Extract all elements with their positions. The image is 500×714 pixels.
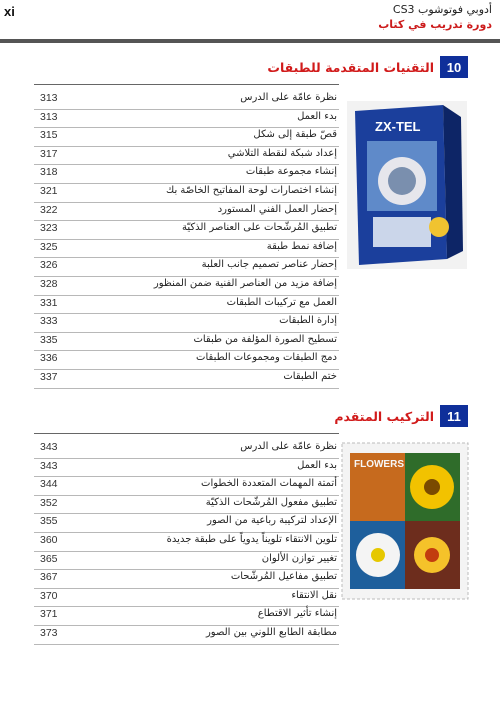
toc-page-number: 317 <box>40 147 58 160</box>
toc-entry <box>34 440 339 459</box>
toc-entry-title: إنشاء اختصارات لوحة المفاتيح الخاصّة بك <box>166 184 337 196</box>
toc-entry <box>34 459 339 478</box>
toc-divider <box>34 84 339 85</box>
chapter-number-badge: 11 <box>440 405 468 427</box>
toc-page-number: 335 <box>40 333 58 346</box>
toc-entry-title: إدارة الطبقات <box>279 315 337 327</box>
toc-page-number: 315 <box>40 129 58 142</box>
toc-page-number: 343 <box>40 441 58 453</box>
toc-page-number: 323 <box>40 222 58 235</box>
toc-page-number: 325 <box>40 240 58 253</box>
toc-page-number: 370 <box>40 589 58 602</box>
toc-page-number: 333 <box>40 315 58 328</box>
toc-entry <box>34 370 339 389</box>
toc-entry <box>34 296 339 315</box>
toc-page-number: 336 <box>40 352 58 365</box>
toc-entry-title: أتمتة المهمات المتعددة الخطوات <box>201 478 337 490</box>
toc-page-number: 343 <box>40 459 58 472</box>
toc-entry <box>34 333 339 352</box>
toc-entry <box>34 477 339 496</box>
toc-entry <box>34 514 339 533</box>
toc-entry-title: إحضار عناصر تصميم جانب العلبة <box>201 259 337 271</box>
toc-entry <box>34 184 339 203</box>
toc-entry <box>34 626 339 645</box>
toc-entry <box>34 552 339 571</box>
toc-entry-title: قصّ طبقة إلى شكل <box>253 129 337 141</box>
toc-entry <box>34 91 339 110</box>
toc-entry <box>34 589 339 608</box>
toc-page-number: 371 <box>40 608 58 621</box>
toc-entry <box>34 533 339 552</box>
toc-entry <box>34 351 339 370</box>
toc-page-number: 313 <box>40 92 58 104</box>
chapter-number-badge: 10 <box>440 56 468 78</box>
toc-page-number: 344 <box>40 478 58 491</box>
toc-entry-title: العمل مع تركيبات الطبقات <box>226 296 337 308</box>
toc-entry-title: نظرة عامّة على الدرس <box>240 441 337 452</box>
toc-entry-title: إنشاء تأثير الاقتطاع <box>257 608 337 620</box>
toc-entry-title: بدء العمل <box>297 459 337 471</box>
toc-page-number: 331 <box>40 296 58 309</box>
toc-entry <box>34 570 339 589</box>
toc-entry <box>34 165 339 184</box>
toc-entry-title: بدء العمل <box>297 110 337 122</box>
svg-text:FLOWERS: FLOWERS <box>354 459 404 470</box>
chapter-10-heading <box>267 56 468 78</box>
toc-page-number: 326 <box>40 259 58 272</box>
toc-entry-title: نقل الانتقاء <box>291 589 337 601</box>
toc-entry <box>34 147 339 166</box>
software-box-image <box>347 101 467 269</box>
toc-entry <box>34 221 339 240</box>
toc-page-number: 313 <box>40 110 58 123</box>
toc-page-number: 321 <box>40 184 58 197</box>
toc-page-number: 373 <box>40 626 58 639</box>
toc-entry-title: تلوين الانتقاء تلويناً يدوياً على طبقة جديدة <box>166 533 337 545</box>
page-number: xi <box>4 4 15 19</box>
toc-entry-title: نظرة عامّة على الدرس <box>240 92 337 103</box>
toc-entry-title: إحضار العمل الفني المستورد <box>217 203 337 215</box>
toc-entry-title: تغيير توازن الألوان <box>261 552 337 564</box>
toc-page-number: 328 <box>40 277 58 290</box>
toc-entry <box>34 128 339 147</box>
toc-entry-title: تسطيح الصورة المؤلفة من طبقات <box>193 333 337 345</box>
toc-page-number: 322 <box>40 203 58 216</box>
page-header <box>0 0 500 44</box>
toc-entry <box>34 258 339 277</box>
book-subtitle: دورة تدريب في كتاب <box>378 18 492 31</box>
toc-entry-title: مطابقة الطابع اللوني بين الصور <box>205 626 337 638</box>
toc-page-number: 367 <box>40 571 58 584</box>
chapter-11-toc <box>34 433 339 645</box>
toc-entry-title: إنشاء مجموعة طبقات <box>245 166 337 178</box>
chapter-10-toc <box>34 84 339 389</box>
toc-entry <box>34 110 339 129</box>
toc-page-number: 360 <box>40 533 58 546</box>
chapter-title: التركيب المتقدم <box>334 408 434 424</box>
toc-page-number: 355 <box>40 515 58 528</box>
toc-page-number: 318 <box>40 166 58 179</box>
header-divider <box>0 39 500 43</box>
toc-divider <box>34 433 339 434</box>
toc-entry-title: دمج الطبقات ومجموعات الطبقات <box>196 352 337 364</box>
toc-entry-title: تطبيق مفاعيل المُرشّحات <box>230 571 337 583</box>
toc-entry-title: تطبيق مفعول المُرشّحات الذكيّة <box>205 496 337 508</box>
toc-entry <box>34 496 339 515</box>
chapter-title: التقنيات المتقدمة للطبقات <box>267 59 434 75</box>
toc-entry <box>34 240 339 259</box>
toc-entry <box>34 607 339 626</box>
chapter-11-heading <box>334 405 468 427</box>
toc-entry-title: تطبيق المُرشّحات على العناصر الذكيّة <box>181 222 337 234</box>
toc-entry <box>34 314 339 333</box>
toc-page-number: 337 <box>40 370 58 383</box>
book-title: أدوبي فوتوشوب CS3 <box>392 3 492 16</box>
toc-entry-title: ختم الطبقات <box>283 370 337 382</box>
toc-entry-title: الإعداد لتركيبة رباعية من الصور <box>207 515 337 527</box>
toc-entry-title: إضافة نمط طبقة <box>266 240 337 252</box>
svg-text:ZX-TEL: ZX-TEL <box>375 119 421 134</box>
toc-entry <box>34 277 339 296</box>
toc-entry <box>34 203 339 222</box>
toc-page-number: 352 <box>40 496 58 509</box>
flowers-stamp-image <box>340 441 470 601</box>
toc-page-number: 365 <box>40 552 58 565</box>
toc-entry-title: إعداد شبكة لنقطة التلاشي <box>227 147 337 159</box>
toc-entry-title: إضافة مزيد من العناصر الفنية ضمن المنظور <box>153 277 337 289</box>
